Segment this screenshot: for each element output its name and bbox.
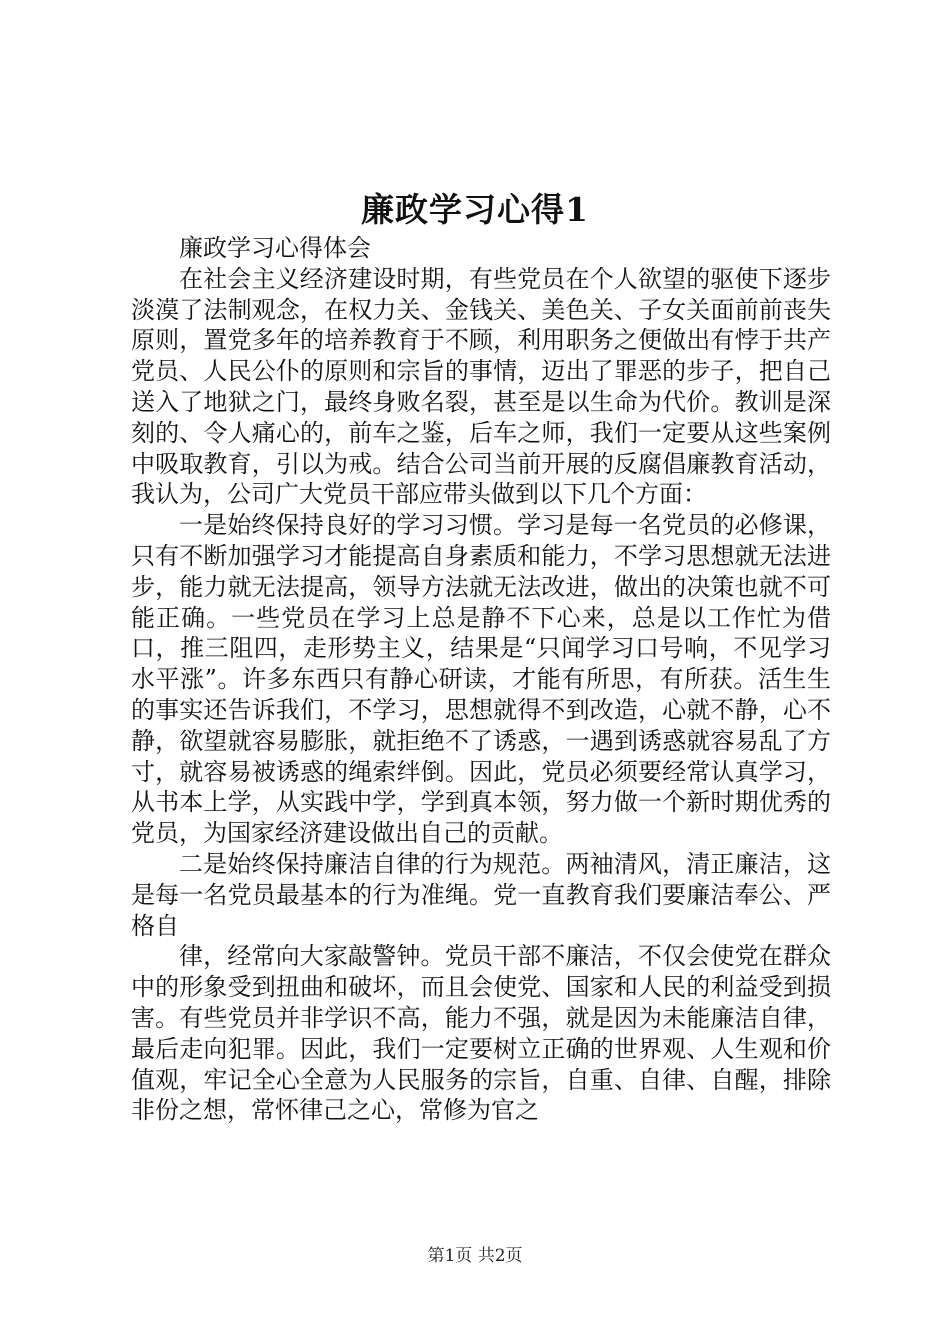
document-title: 廉政学习心得1: [361, 190, 589, 229]
paragraph-subtitle: 廉政学习心得体会: [179, 234, 371, 262]
document-body: [131, 233, 831, 1126]
paragraph: 在社会主义经济建设时期，有些党员在个人欲望的驱使下逐步淡漠了法制观念，在权力关、金钱关、美色关、子女关面前前丧失原则，置党多年的培养教育于不顾，利用职务之便做出有悖于共产党员、人民公仆的原则和宗旨的事情，迈出了罪恶的步子，把自己送入了地狱之门，最终身败名裂，甚至是以生命为代价。教训是深刻的、令人痛心的，前车之鉴，后车之师，我们一定要从这些案例中吸取教育，引以为戒。结合公司当前开展的反腐倡廉教育活动，我认为，公司广大党员干部应带头做到以下几个方面：: [131, 264, 831, 509]
page-footer: 第1页 共2页: [427, 1246, 523, 1266]
paragraph: 二是始终保持廉洁自律的行为规范。两袖清风，清正廉洁，这是每一名党员最基本的行为准绳。党一直教育我们要廉洁奉公、严格自: [131, 849, 831, 940]
paragraph: 一是始终保持良好的学习习惯。学习是每一名党员的必修课，只有不断加强学习才能提高自身素质和能力，不学习思想就无法进步，能力就无法提高，领导方法就无法改进，做出的决策也就不可能正确。一些党员在学习上总是静不下心来，总是以工作忙为借口，推三阻四，走形势主义，结果是“只闻学习口号响，不见学习水平涨”。许多东西只有静心研读，才能有所思，有所获。活生生的事实还告诉我们，不学习，思想就得不到改造，心就不静，心不静，欲望就容易膨胀，就拒绝不了诱惑，一遇到诱惑就容易乱了方寸，就容易被诱惑的绳索绊倒。因此，党员必须要经常认真学习，从书本上学，从实践中学，学到真本领，努力做一个新时期优秀的党员，为国家经济建设做出自己的贡献。: [131, 511, 831, 848]
paragraph: 律，经常向大家敲警钟。党员干部不廉洁，不仅会使党在群众中的形象受到扭曲和破坏，而且会使党、国家和人民的利益受到损害。有些党员并非学识不高，能力不强，就是因为未能廉洁自律，最后走向犯罪。因此，我们一定要树立正确的世界观、人生观和价值观，牢记全心全意为人民服务的宗旨，自重、自律、自醒，排除非份之想，常怀律己之心，常修为官之: [131, 942, 831, 1125]
